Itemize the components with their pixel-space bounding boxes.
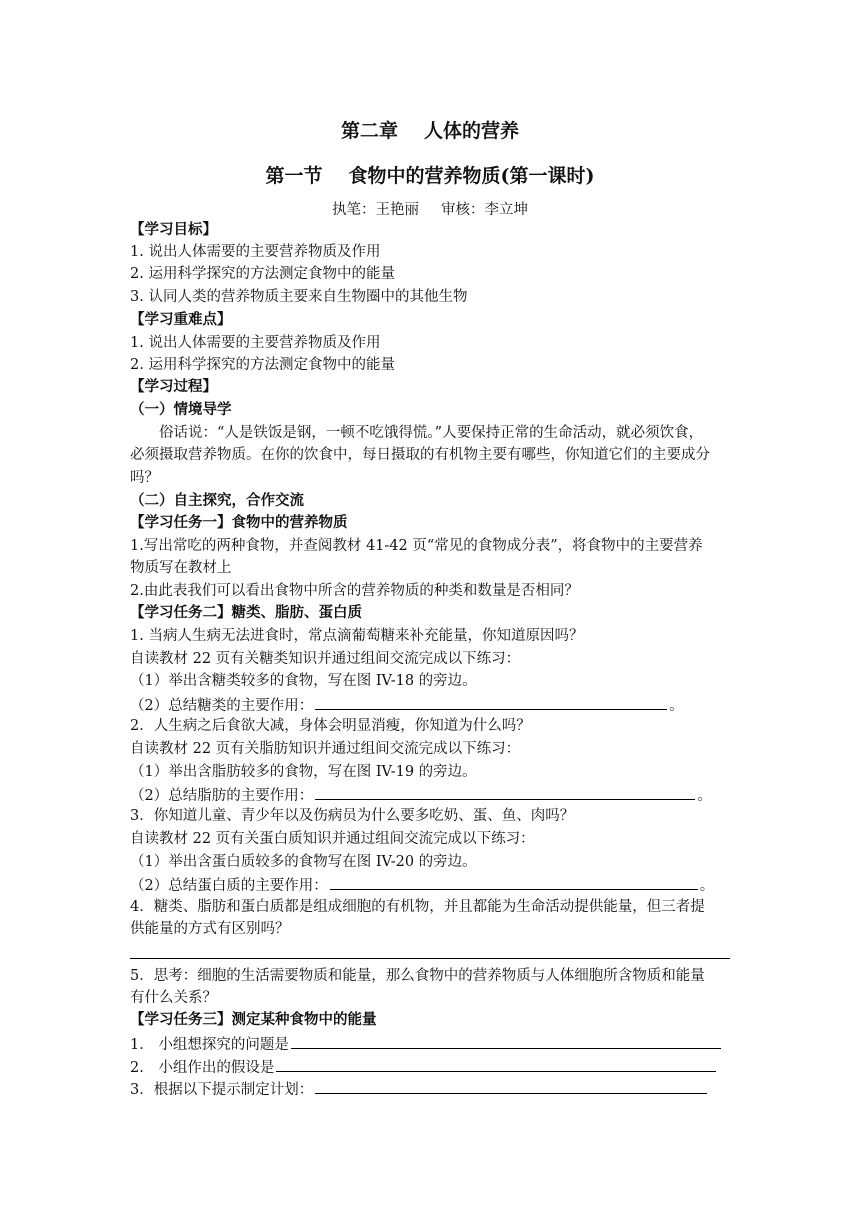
reading-instruction: 自读教材 22 页有关蛋白质知识并通过组间交流完成以下练习： — [130, 831, 535, 847]
question-text: 2．人生病之后食欲大减，身体会明显消瘦，你知道为什么吗？ — [130, 718, 531, 734]
task3-tag: 【学习任务三】 — [130, 1011, 232, 1028]
exercise-item: （1）举出含蛋白质较多的食物写在图 IV-20 的旁边。 — [130, 854, 477, 870]
goal-item: 2. 运用科学探究的方法测定食物中的能量 — [130, 266, 395, 282]
reading-instruction: 自读教材 22 页有关糖类知识并通过组间交流完成以下练习： — [130, 651, 521, 667]
question-text: 4．糖类、脂肪和蛋白质都是组成细胞的有机物，并且都能为生命活动提供能量，但三者提 — [130, 899, 705, 915]
exercise-item: （2）总结糖类的主要作用： 。 — [130, 694, 684, 716]
question-text: 1.写出常吃的两种食物，并查阅教材 41-42 页“常见的食物成分表”，将食物中的主要营养 — [130, 538, 703, 554]
answer-blank[interactable] — [330, 874, 698, 890]
question-text: 有什么关系？ — [130, 990, 217, 1006]
answer-blank[interactable] — [291, 1033, 721, 1049]
task2-heading — [130, 603, 362, 623]
intro-paragraph: 吗？ — [130, 470, 159, 486]
key-point-item: 2. 运用科学探究的方法测定食物中的能量 — [130, 357, 395, 373]
goals-heading: 【学习目标】 — [130, 221, 217, 238]
exercise-item: （2）总结蛋白质的主要作用： 。 — [130, 874, 714, 896]
question-text: 5．思考：细胞的生活需要物质和能量，那么食物中的营养物质与人体细胞所含物质和能量 — [130, 968, 705, 984]
answer-blank[interactable] — [315, 694, 667, 710]
chapter-number: 第二章 — [340, 120, 398, 142]
answer-blank[interactable] — [276, 1056, 716, 1072]
exercise-item: （1）举出含脂肪较多的食物，写在图 IV-19 的旁边。 — [130, 764, 477, 780]
task2-title: 糖类、脂肪、蛋白质 — [231, 604, 362, 621]
goal-item: 3. 认同人类的营养物质主要来自生物圈中的其他生物 — [130, 289, 468, 305]
question-text: 3．你知道儿童、青少年以及伤病员为什么要多吃奶、蛋、鱼、肉吗？ — [130, 808, 575, 824]
exercise-item: 2． 小组作出的假设是 — [130, 1056, 718, 1078]
task2-tag: 【学习任务二】 — [130, 604, 232, 621]
intro-paragraph: 俗话说：“人是铁饭是钢，一顿不吃饿得慌。”人要保持正常的生命活动，就必须饮食， — [159, 425, 704, 441]
part1-heading: （一）情境导学 — [130, 401, 232, 418]
key-point-item: 1. 说出人体需要的主要营养物质及作用 — [130, 335, 381, 351]
question-text: 供能量的方式有区别吗？ — [130, 921, 290, 937]
process-heading: 【学习过程】 — [130, 378, 217, 395]
exercise-item: 1． 小组想探究的问题是 — [130, 1033, 723, 1055]
section-number: 第一节 — [265, 165, 323, 187]
reading-instruction: 自读教材 22 页有关脂肪知识并通过组间交流完成以下练习： — [130, 741, 521, 757]
task1-title: 食物中的营养物质 — [231, 514, 348, 531]
task3-title: 测定某种食物中的能量 — [231, 1011, 377, 1028]
answer-blank[interactable] — [315, 784, 695, 800]
section-title — [0, 161, 860, 188]
exercise-item: （1）举出含糖类较多的食物，写在图 IV-18 的旁边。 — [130, 673, 477, 689]
chapter-title — [0, 116, 860, 143]
section-name: 食物中的营养物质(第一课时) — [348, 165, 595, 187]
answer-line[interactable] — [130, 958, 730, 959]
part2-heading: （二）自主探究，合作交流 — [130, 492, 304, 509]
intro-paragraph: 必须摄取营养物质。在你的饮食中，每日摄取的有机物主要有哪些，你知道它们的主要成分 — [130, 447, 710, 463]
question-text: 物质写在教材上 — [130, 560, 232, 576]
answer-blank[interactable] — [315, 1078, 707, 1094]
task3-heading — [130, 1010, 377, 1030]
goal-item: 1. 说出人体需要的主要营养物质及作用 — [130, 244, 381, 260]
author-line — [0, 198, 860, 219]
writer: 执笔：王艳丽 — [332, 202, 419, 218]
chapter-name: 人体的营养 — [424, 120, 520, 142]
key-points-heading: 【学习重难点】 — [130, 311, 232, 328]
exercise-item: （2）总结脂肪的主要作用： 。 — [130, 784, 712, 806]
task1-tag: 【学习任务一】 — [130, 514, 232, 531]
reviewer: 审核：李立坤 — [441, 202, 528, 218]
task1-heading — [130, 513, 348, 533]
question-text: 1. 当病人生病无法进食时，常点滴葡萄糖来补充能量，你知道原因吗？ — [130, 628, 584, 644]
exercise-item: 3．根据以下提示制定计划： — [130, 1078, 709, 1100]
question-text: 2.由此表我们可以看出食物中所含的营养物质的种类和数量是否相同？ — [130, 583, 579, 599]
